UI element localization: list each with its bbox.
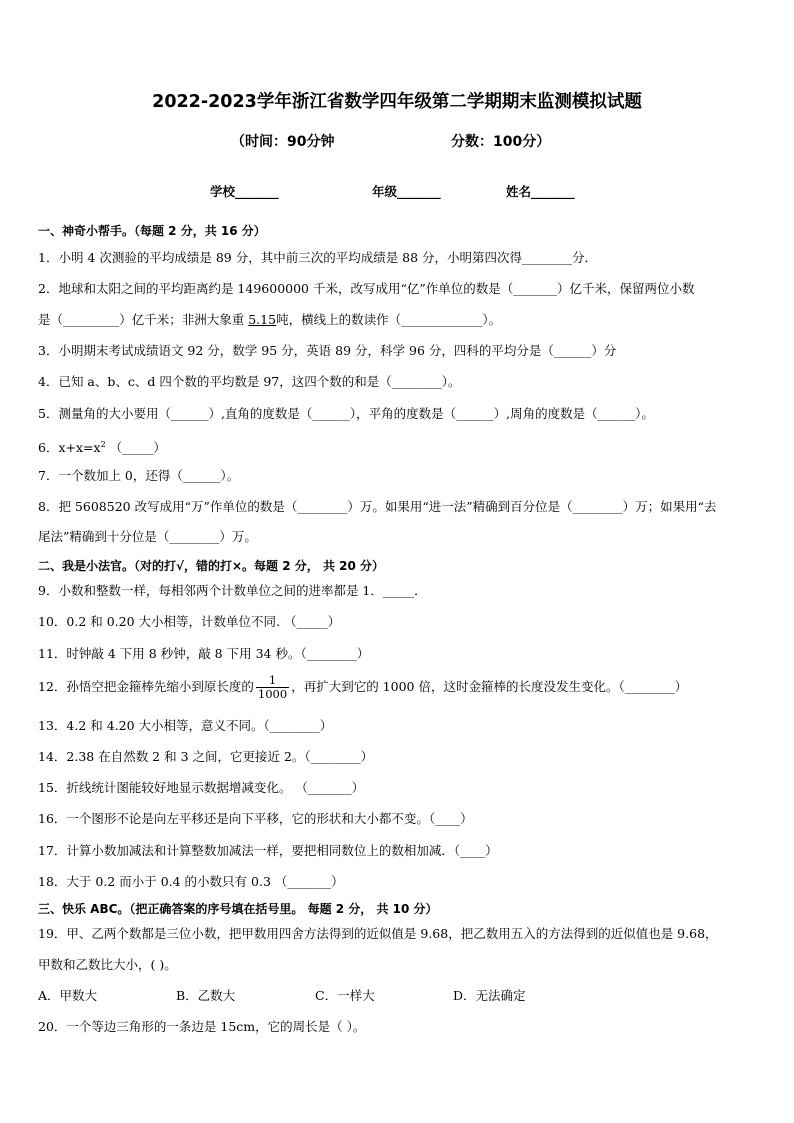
section-1-heading: 一、神奇小帮手。（每题 2 分，共 16 分） <box>38 224 266 238</box>
question-8-line-2: 尾法”精确到十分位是（________）万。 <box>38 529 257 544</box>
q12-text-pre: 12．孙悟空把金箍棒先缩小到原长度的 <box>38 679 254 694</box>
question-10: 10．0.2 和 0.20 大小相等，计数单位不同. （_____） <box>38 614 341 629</box>
fraction-numerator: 1 <box>256 674 289 688</box>
question-13: 13．4.2 和 4.20 大小相等，意义不同。（________） <box>38 718 333 733</box>
question-2-line-1: 2．地球和太阳之间的平均距离约是 149600000 千米，改写成用“亿”作单位的数是（_______）亿千米，保留两位小数 <box>38 281 695 296</box>
school-field: 学校_______ <box>210 184 279 199</box>
exam-time: （时间：90分钟 <box>231 134 335 150</box>
question-4: 4．已知 a、b、c、d 四个数的平均数是 97，这四个数的和是（________）。 <box>38 374 461 389</box>
q6-text-pre: 6．x+x=x <box>38 440 101 456</box>
q2-text-pre: 是（_________）亿千米；非洲大象重 <box>38 312 249 327</box>
q6-exponent: 2 <box>100 440 106 449</box>
name-field: 姓名_______ <box>506 184 575 199</box>
q6-text-post: （_____） <box>105 440 166 456</box>
question-6 <box>38 437 166 456</box>
question-5: 5．测量角的大小要用（______）,直角的度数是（______），平角的度数是（______）,周角的度数是（______）。 <box>38 406 654 421</box>
question-20: 20．一个等边三角形的一条边是 15cm，它的周长是（ ）。 <box>38 1019 366 1034</box>
question-12 <box>38 674 687 701</box>
q19-option-a: A．甲数大 <box>38 988 98 1003</box>
question-9: 9．小数和整数一样，每相邻两个计数单位之间的进率都是 1．_____． <box>38 583 427 598</box>
q12-fraction <box>256 674 289 701</box>
grade-field: 年级_______ <box>372 184 441 199</box>
question-19-line-1: 19．甲、乙两个数都是三位小数，把甲数用四舍方法得到的近似值是 9.68，把乙数用五入的方法得到的近似值也是 9.68， <box>38 926 718 941</box>
section-2-heading: 二、我是小法官。（对的打√，错的打×。每题 2 分， 共 20 分） <box>38 559 384 573</box>
question-3: 3．小明期末考试成绩语文 92 分，数学 95 分，英语 89 分，科学 96 分，四科的平均分是（______）分 <box>38 343 617 358</box>
q19-option-b: B．乙数大 <box>176 988 236 1003</box>
q19-option-d: D．无法确定 <box>453 988 526 1003</box>
q19-option-c: C．一样大 <box>315 988 375 1003</box>
question-7: 7．一个数加上 0，还得（______）。 <box>38 468 240 483</box>
q2-underlined-number: 5.15 <box>248 312 277 327</box>
question-18: 18．大于 0.2 而小于 0.4 的小数只有 0.3 （_______） <box>38 874 344 889</box>
question-17: 17．计算小数加减法和计算整数加减法一样，要把相同数位上的数相加减．（____） <box>38 843 498 858</box>
question-2-line-2 <box>38 312 501 328</box>
q12-text-post: ，再扩大到它的 1000 倍，这时金箍棒的长度没发生变化。（________） <box>291 679 688 694</box>
question-15: 15．折线统计图能较好地显示数据增减变化。 （_______） <box>38 780 365 795</box>
q2-text-post: 吨，横线上的数读作（_____________）。 <box>276 312 502 327</box>
question-19-line-2: 甲数和乙数比大小，( )。 <box>38 957 177 972</box>
question-14: 14．2.38 在自然数 2 和 3 之间，它更接近 2。（________） <box>38 749 374 764</box>
exam-score: 分数：100分） <box>451 134 551 150</box>
question-1: 1．小明 4 次测验的平均成绩是 89 分，其中前三次的平均成绩是 88 分，小明第四次得________分． <box>38 250 598 265</box>
section-3-heading: 三、快乐 ABC。（把正确答案的序号填在括号里。 每题 2 分， 共 10 分） <box>38 902 438 916</box>
question-16: 16．一个图形不论是向左平移还是向下平移，它的形状和大小都不变。（____） <box>38 811 473 826</box>
question-8-line-1: 8．把 5608520 改写成用“万”作单位的数是（________）万。如果用“进一法”精确到百分位是（________）万；如果用“去 <box>38 499 717 514</box>
fraction-denominator: 1000 <box>257 687 288 701</box>
question-11: 11．时钟敲 4 下用 8 秒钟，敲 8 下用 34 秒。（________） <box>38 646 370 661</box>
page-title: 2022-2023学年浙江省数学四年级第二学期期末监测模拟试题 <box>152 92 642 112</box>
